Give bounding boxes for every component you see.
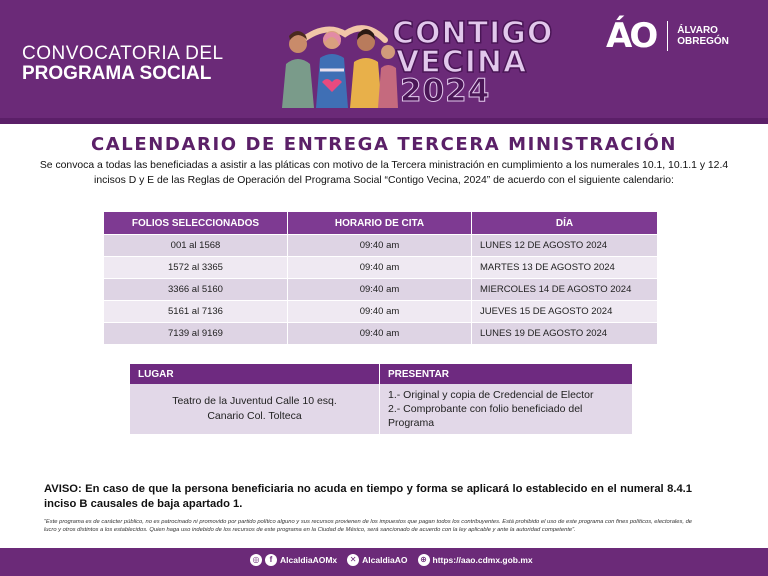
place-table	[130, 364, 632, 434]
horario-cell: 09:40 am	[288, 278, 472, 300]
convocatoria-label	[22, 44, 224, 83]
dia-cell: LUNES 19 DE AGOSTO 2024	[472, 322, 657, 344]
horario-cell: 09:40 am	[288, 234, 472, 256]
presentar-cell	[380, 384, 632, 434]
website-url: https://aao.cdmx.gob.mx	[432, 555, 533, 565]
header-banner	[0, 0, 768, 120]
legal-disclaimer: “Este programa es de carácter público, no es patrocinado ni promovido por partido político alguno y sus recursos provienen de los impuestos que pagan todos los contribuyentes. Está prohibido el uso de este programa con fines políticos, electorales, de lucro y otros distintos a los establecidos. Quien haga uso indebido de los recursos de este programa en la Ciudad de México, será sancionado de acuerdo con la ley aplicable y ante la autoridad competente”.	[44, 519, 693, 534]
social-x[interactable]	[347, 554, 407, 566]
dia-cell: MARTES 13 DE AGOSTO 2024	[472, 256, 657, 278]
presentar-item: Programa	[388, 417, 435, 430]
convocatoria-line1: CONVOCATORIA DEL	[22, 43, 224, 64]
col-header-horario: HORARIO DE CITA	[288, 212, 472, 234]
page-title: CALENDARIO DE ENTREGA TERCERA MINISTRACIÓN	[90, 134, 678, 155]
footer-bar	[0, 548, 768, 576]
col-header-dia: DÍA	[472, 212, 657, 234]
ao-name-line2: OBREGÓN	[677, 36, 729, 47]
x-icon: ✕	[347, 554, 359, 566]
schedule-table	[104, 212, 657, 344]
table-row	[104, 278, 657, 300]
col-header-folios: FOLIOS SELECCIONADOS	[104, 212, 288, 234]
presentar-item: 1.- Original y copia de Credencial de Elector	[388, 388, 594, 401]
folios-cell: 001 al 1568	[104, 234, 288, 256]
convocatoria-line2: PROGRAMA SOCIAL	[22, 63, 212, 84]
women-group-illustration	[270, 12, 400, 110]
contigo-vecina-logo	[392, 16, 582, 109]
place-row	[130, 384, 632, 434]
lugar-line2: Canario Col. Tolteca	[207, 410, 302, 422]
alvaro-obregon-logo	[606, 16, 729, 56]
col-header-presentar: PRESENTAR	[380, 364, 632, 384]
ao-name-line1: ÁLVARO	[677, 24, 718, 36]
instagram-icon: ◎	[250, 554, 262, 566]
web-icon: ⊕	[418, 554, 430, 566]
horario-cell: 09:40 am	[288, 322, 472, 344]
lugar-cell	[130, 384, 380, 434]
horario-cell: 09:40 am	[288, 256, 472, 278]
table-row	[104, 256, 657, 278]
website-link[interactable]	[418, 554, 533, 566]
dia-cell: LUNES 12 DE AGOSTO 2024	[472, 234, 657, 256]
schedule-header-row	[104, 212, 657, 234]
folios-cell: 3366 al 5160	[104, 278, 288, 300]
table-row	[104, 234, 657, 256]
social-links	[250, 554, 533, 566]
dia-cell: JUEVES 15 DE AGOSTO 2024	[472, 300, 657, 322]
ao-mark: ÁO	[606, 16, 656, 56]
social1-handle: AlcaldiaAOMx	[280, 555, 338, 565]
facebook-icon: f	[265, 554, 277, 566]
social2-handle: AlcaldiaAO	[362, 555, 408, 565]
table-row	[104, 322, 657, 344]
folios-cell: 1572 al 3365	[104, 256, 288, 278]
logo-divider	[667, 21, 668, 51]
folios-cell: 5161 al 7136	[104, 300, 288, 322]
header-stripe	[0, 118, 768, 124]
intro-paragraph: Se convoca a todas las beneficiadas a asistir a las pláticas con motivo de la Tercera ministración en cumplimiento a los numerales 10.1, 10.1.1 y 12.4 incisos D y E de las Reglas de Operación del Programa Social “Contigo Vecina, 2024” de acuerdo con el siguiente calendario:	[39, 160, 729, 187]
dia-cell: MIERCOLES 14 DE AGOSTO 2024	[472, 278, 657, 300]
lugar-line1: Teatro de la Juventud Calle 10 esq.	[172, 395, 337, 408]
presentar-item: 2.- Comprobante con folio beneficiado del	[388, 402, 583, 415]
place-header-row	[130, 364, 632, 384]
social-instagram-facebook[interactable]	[250, 554, 337, 566]
logo-line2: VECINA	[396, 44, 528, 80]
aviso-notice: AVISO: En caso de que la persona beneficiaria no acuda en tiempo y forma se aplicará lo establecido en el numeral 8.4.1 inciso B causales de baja apartado 1.	[44, 483, 692, 511]
logo-year: 2024	[400, 73, 491, 109]
horario-cell: 09:40 am	[288, 300, 472, 322]
logo-line1: CONTIGO	[392, 16, 554, 51]
folios-cell: 7139 al 9169	[104, 322, 288, 344]
table-row	[104, 300, 657, 322]
col-header-lugar: LUGAR	[130, 364, 380, 384]
ao-name	[677, 25, 729, 48]
